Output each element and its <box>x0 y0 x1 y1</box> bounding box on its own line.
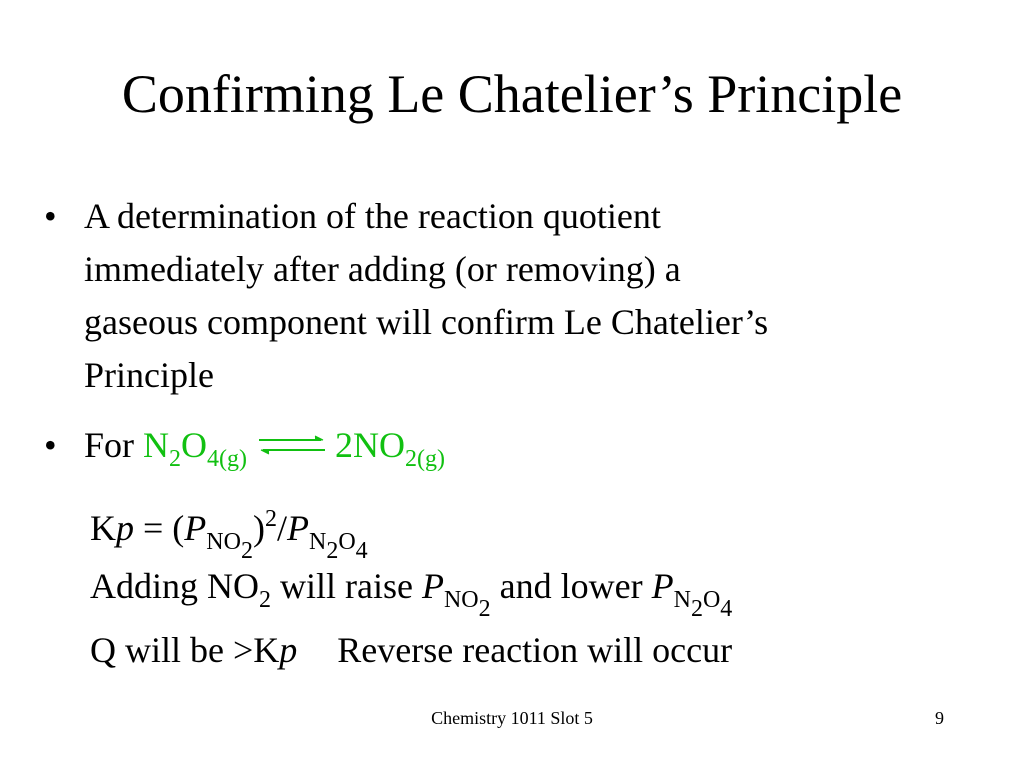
equilibrium-arrow-icon <box>257 418 327 471</box>
reactant-formula: $N_2O_{4(g)}$ <box>143 425 247 472</box>
slide-title: Confirming Le Chatelier’s Principle <box>121 64 903 124</box>
reaction-equation <box>84 419 445 486</box>
bullet-marker: • <box>44 196 57 236</box>
partial-pressure-no2-subscript: NO2 <box>206 529 253 564</box>
partial-pressure-n2o4-subscript: N2O4 <box>308 529 368 564</box>
product-formula: $2NO_{2(g)}$ <box>335 425 445 472</box>
for-label: For <box>84 425 144 465</box>
bullet-line-1: A determination of the reaction quotient <box>84 196 661 236</box>
no2-subscript: NO2 <box>443 587 491 622</box>
adding-no2-statement: Adding $NO_2$ will raise $P_{NO2}$ and lower $P_{N2O4}$ <box>90 566 733 622</box>
q-comparison-statement: Q will be >Kp Reverse reaction will occur <box>90 630 733 670</box>
bullet-line-4: Principle <box>84 355 214 395</box>
footer-page-number: 9 <box>935 708 944 728</box>
kp-expression: $Kp = (P_{NO2})^2/P_{N2O4}$ <box>90 506 368 564</box>
bullet-line-2: immediately after adding (or removing) a <box>84 249 681 289</box>
bullet-line-3: gaseous component will confirm Le Chatelier’s <box>84 302 769 342</box>
bullet-marker: • <box>44 425 57 465</box>
n2o4-subscript: N2O4 <box>673 587 733 622</box>
footer-course-label: Chemistry 1011 Slot 5 <box>431 708 593 728</box>
bullet-text <box>84 190 768 402</box>
